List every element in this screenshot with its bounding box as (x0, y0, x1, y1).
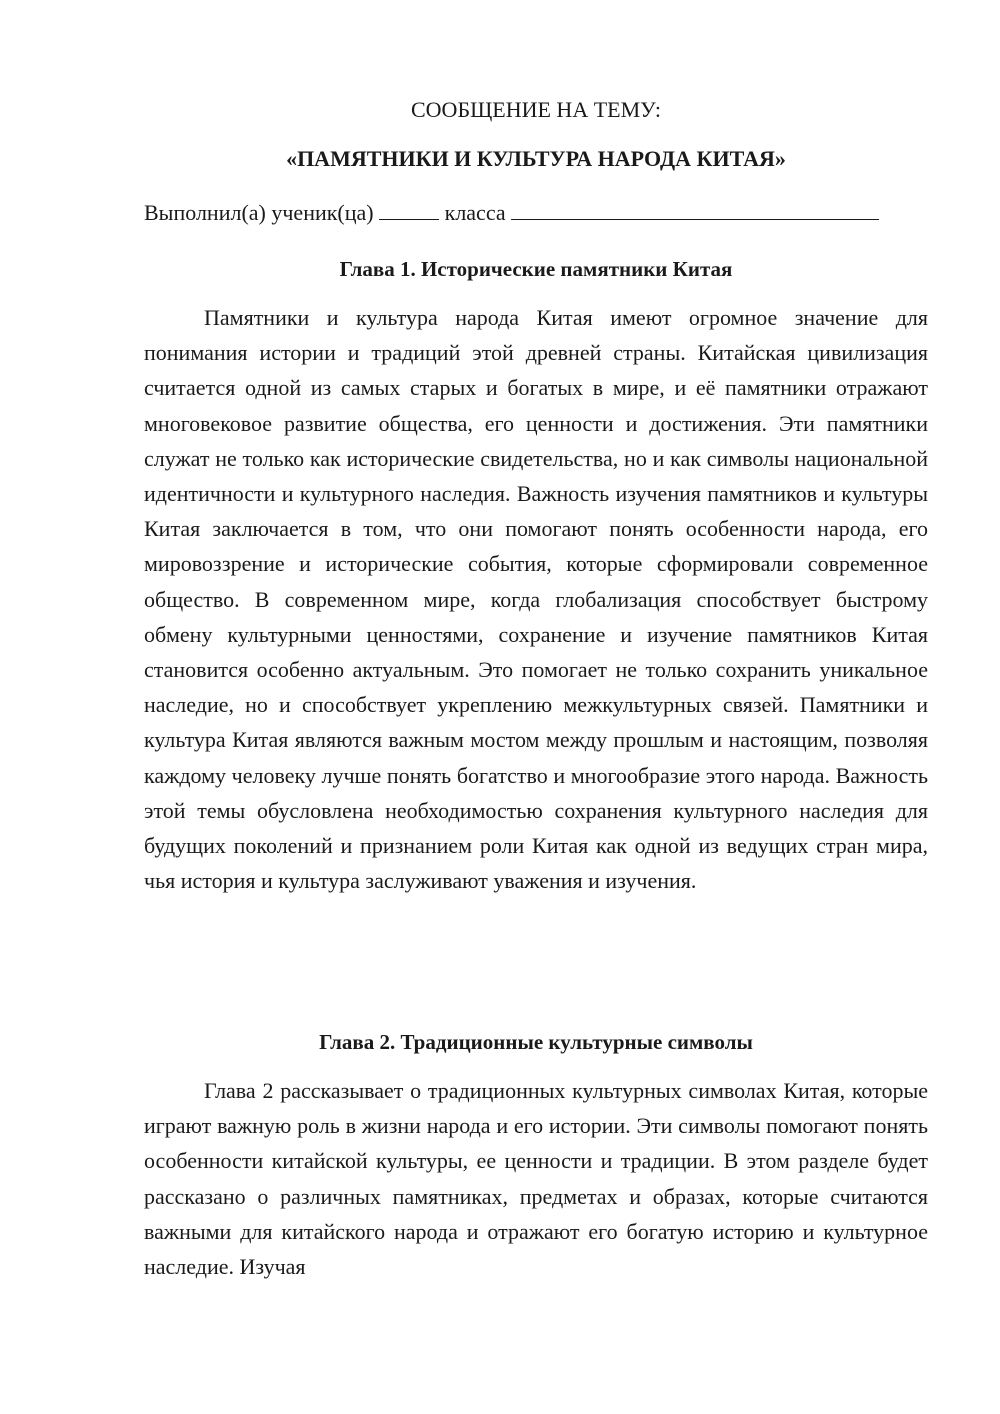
author-prefix: Выполнил(а) ученик(ца) (144, 200, 374, 225)
chapter-1-paragraph: Памятники и культура народа Китая имеют огромное значение для понимания истории и традиций этой древней страны. Китайская цивилизация считается одной из самых старых и богатых в мире, и её памятники отражают многовековое развитие общества, его ценности и достижения. Эти памятники служат не только как исторические свидетельства, но и как символы национальной идентичности и культурного наследия. Важность изучения памятников и культуры Китая заключается в том, что они помогают понять особенности народа, его мировоззрение и исторические события, которые сформировали современное общество. В современном мире, когда глобализация способствует быстрому обмену культурными ценностями, сохранение и изучение памятников Китая становится особенно актуальным. Это помогает не только сохранить уникальное наследие, но и способствует укреплению межкультурных связей. Памятники и культура Китая являются важным мостом между прошлым и настоящим, позволяя каждому человеку лучше понять богатство и многообразие этого народа. Важность этой темы обусловлена необходимостью сохранения культурного наследия для будущих поколений и признанием роли Китая как одной из ведущих стран мира, чья история и культура заслуживают уважения и изучения. (144, 305, 928, 894)
student-name-blank (511, 199, 879, 220)
chapter-1-heading: Глава 1. Исторические памятники Китая (339, 257, 733, 281)
chapter-2-paragraph: Глава 2 рассказывает о традиционных культурных символах Китая, которые играют важную роль в жизни народа и его истории. Эти символы помогают понять особенности китайской культуры, ее ценности и традиции. В этом разделе будет рассказано о различных памятниках, предметах и образах, которые считаются важными для китайского народа и отражают его богатую историю и культурное наследие. Изучая (144, 1078, 928, 1280)
document-title-line1: СООБЩЕНИЕ НА ТЕМУ: (411, 97, 661, 122)
class-number-blank (379, 199, 439, 220)
chapter-2-heading: Глава 2. Традиционные культурные символы (319, 1030, 753, 1054)
author-line (144, 199, 928, 227)
document-title-topic: «ПАМЯТНИКИ И КУЛЬТУРА НАРОДА КИТАЯ» (286, 146, 786, 171)
author-class-word: класса (444, 200, 506, 225)
